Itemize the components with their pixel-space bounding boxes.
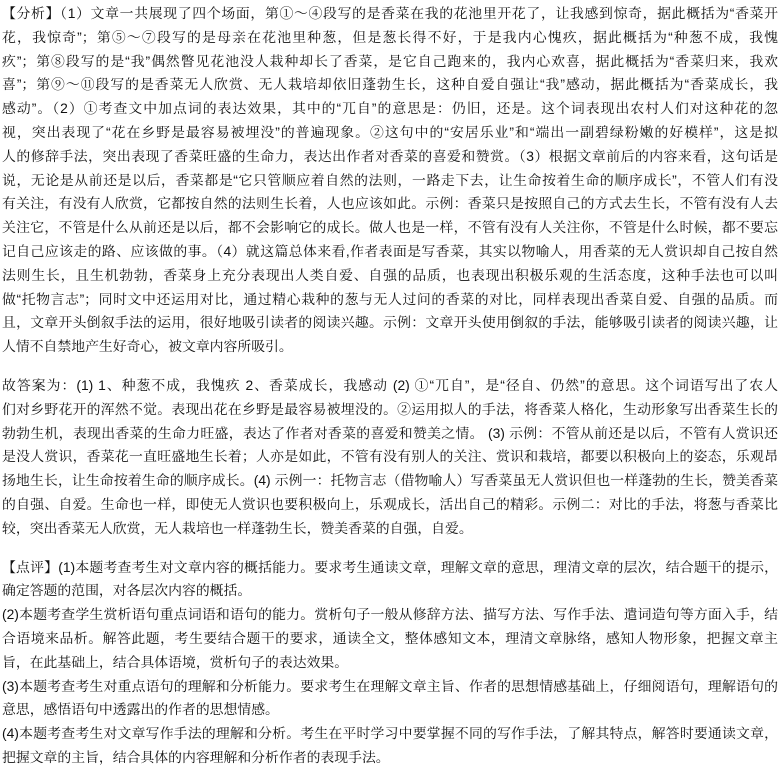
analysis-section <box>2 2 778 359</box>
answer-line: 们对乡野花开的浑然不觉。表现出花在乡野是最容易被埋没的。②运用拟人的手法，将香菜人格化，生动形象写出香菜生长的 <box>2 400 778 417</box>
analysis-line: 视，突出表现了“花在乡野是最容易被埋没”的普遍现象。②这句中的“安居乐业”和“端出一副碧绿粉嫩的好模样”，这是拟 <box>2 123 778 140</box>
answer-line: 较，突出香菜无人欣赏，无人栽培也一样蓬勃生长，赞美香菜的自强，自爱。 <box>2 519 473 536</box>
analysis-line: 且，文章开头倒叙手法的运用，很好地吸引读者的阅读兴趣。示例：文章开头使用倒叙的手法，能够吸引读者的阅读兴趣，让 <box>2 314 778 331</box>
analysis-line: 记自己应该走的路、应该做的事。（4）就这篇总体来看,作者表面是写香菜，其实以物喻人，用香菜的无人赏识却自己按自然 <box>2 242 778 259</box>
answer-line: 勃勃生机，表现出香菜的生命力旺盛，表达了作者对香菜的喜爱和赞美之情。 (3) 示例：不管从前还是以后，不管有人赏识还 <box>2 424 778 441</box>
analysis-line: 人的修辞手法，突出表现了香菜旺盛的生命力，表达出作者对香菜的喜爱和赞赏。（3）根据文章前后的内容来看，这句话是 <box>2 147 778 164</box>
analysis-line-text: （1）文章一共展现了四个场面，第①～④段写的是香菜在我的花池里开花了，让我感到惊奇，据此概括为“香菜开 <box>60 5 778 21</box>
answer-line: 的自强、自爱。生命也一样，即使无人赏识也要积极向上，乐观成长，活出自己的精彩。示例二：对比的手法，将葱与香菜比 <box>2 495 778 512</box>
comment-line: (4)本题考查考生对文章写作手法的理解和分析。考生在平时学习中要掌握不同的写作手法，了解其特点，解答时要通读文章， <box>2 725 778 742</box>
comment-label: 【点评】 <box>2 558 59 575</box>
analysis-line: 人情不自禁地产生好奇心，被文章内容所吸引。 <box>2 338 293 355</box>
answer-line-text: (1) 1、种葱不成，我愧疚 2、香菜成长，我感动 (2) ①“兀自”，是“径自、仍然”的意思。这个词语写出了农人 <box>76 376 778 393</box>
analysis-line: 感动”。（2）①考查文中加点词的表达效果，其中的“兀自”的意思是：仍旧，还是。这个词表现出农村人们对这种花的忽 <box>2 100 778 117</box>
answer-line: 是没人赏识，香菜花一直旺盛地生长着；人亦是如此，不管有没有别人的关注、赏识和栽培，都要以积极向上的姿态，乐观昂 <box>2 448 778 465</box>
comment-line-text: (1)本题考查考生对文章内容的概括能力。要求考生通读文章，理解文章的意思，理清文章的层次，结合题干的提示， <box>58 558 778 575</box>
comment-line: 把握文章的主旨，结合具体的内容理解和分析作者的表现手法。 <box>2 748 390 765</box>
comment-line: (2)本题考查学生赏析语句重点词语和语句的能力。赏析句子一般从修辞方法、描写方法、写作手法、遣词造句等方面入手，结 <box>2 606 778 623</box>
comment-line: 确定答题的范围，对各层次内容的概括。 <box>2 582 252 599</box>
answer-line: 扬地生长，让生命按着生命的顺序成长。(4) 示例一：托物言志（借物喻人）写香菜虽无人赏识但也一样蓬勃的生长，赞美香菜 <box>2 472 778 489</box>
comment-section <box>2 556 778 770</box>
analysis-label: 【分析】 <box>2 5 61 21</box>
comment-line: (3)本题考查考生对重点语句的理解和分析能力。要求考生在理解文章主旨、作者的思想情感基础上，仔细阅语句，理解语句的 <box>2 677 778 694</box>
comment-line <box>2 556 778 580</box>
analysis-line <box>2 2 778 26</box>
analysis-line: 疚”；第⑧段写的是“我”偶然瞥见花池没人栽种却长了香菜，是它自己跑来的，我内心欢喜，据此概括为“香菜归来，我欢 <box>2 52 778 69</box>
analysis-line: 关注它，不管是什么从前还是以后，都不会影响它的成长。做人也是一样，不管有没有人关注你，不管是什么时候，都不要忘 <box>2 219 778 236</box>
analysis-line: 有关注，有没有人欣赏，它都按自然的法则生长着，人也应该如此。示例：香菜只是按照自己的方式去生长，不管有没有人去 <box>2 195 778 212</box>
analysis-line: 做“托物言志”；同时文中还运用对比，通过精心栽种的葱与无人过问的香菜的对比，同样表现出香菜自爱、自强的品质。而 <box>2 290 778 307</box>
comment-line: 意思，感悟语句中透露出的作者的思想情感。 <box>2 701 279 718</box>
answer-label: 故答案为： <box>2 376 77 393</box>
comment-line: 旨，在此基础上，结合具体语境，赏析句子的表达效果。 <box>2 653 349 670</box>
answer-section <box>2 374 778 541</box>
comment-line: 合语境来品析。解答此题，考生要结合题干的要求，通读全文，整体感知文本，理清文章脉络，感知人物形象，把握文章主 <box>2 629 778 646</box>
analysis-line: 说，无论是从前还是以后，香菜都是“它只管顺应着自然的法则，一路走下去，让生命按着生命的顺序成长”，不管人们有没 <box>2 171 778 188</box>
answer-line <box>2 374 778 398</box>
analysis-line: 法则生长，且生机勃勃，香菜身上充分表现出人类自爱、自强的品质，也表现出积极乐观的生活态度，这种手法也可以叫 <box>2 266 778 283</box>
analysis-line: 喜”；第⑨～⑪段写的是香菜无人欣赏、无人栽培却依旧蓬勃生长，这种自爱自强让“我”感动，据此概括为“香菜成长，我 <box>2 76 778 93</box>
analysis-line: 花，我惊奇”；第⑤～⑦段写的是母亲在花池里种葱，但是葱长得不好，于是我内心愧疚，据此概括为“种葱不成，我愧 <box>2 28 778 45</box>
